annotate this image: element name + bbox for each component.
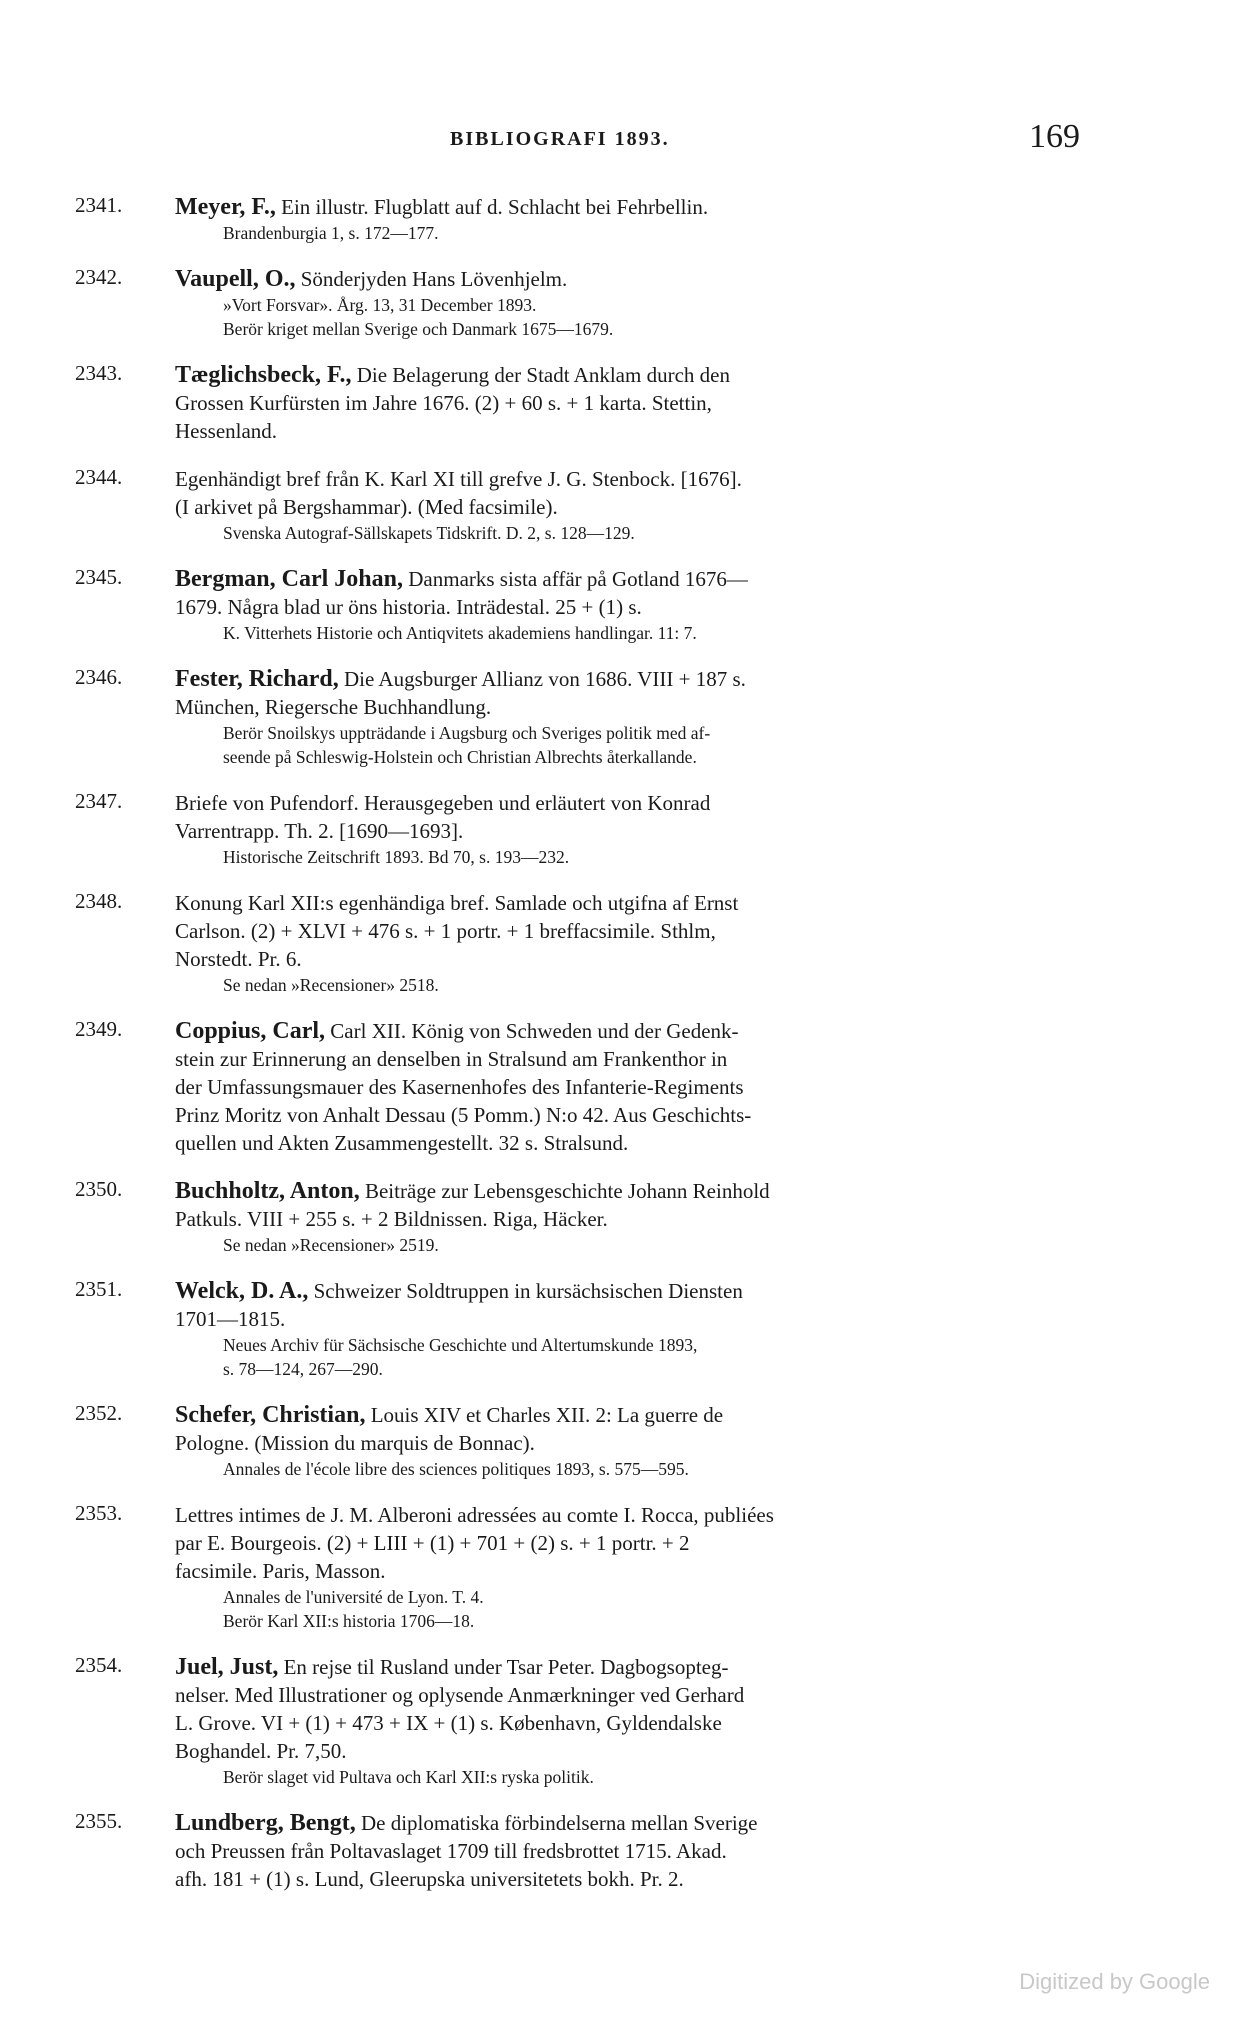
entry-note: Se nedan »Recensioner» 2519. xyxy=(223,1235,439,1255)
entry-author: Tæglichsbeck, F., xyxy=(175,362,352,388)
entry-line xyxy=(175,789,1080,817)
entry-line xyxy=(175,493,1080,521)
entry-text: och Preussen från Poltavaslaget 1709 till fredsbrottet 1715. Akad. xyxy=(175,1839,727,1863)
entry-line xyxy=(175,1865,1080,1893)
entry-line xyxy=(175,1501,1080,1529)
entry-line xyxy=(175,1045,1080,1073)
entry-line xyxy=(175,565,1080,593)
page-header xyxy=(160,118,1080,162)
entry-author: Lundberg, Bengt, xyxy=(175,1810,356,1836)
entry-text: Patkuls. VIII + 255 s. + 2 Bildnissen. Riga, Häcker. xyxy=(175,1207,608,1231)
entry-number: 2348. xyxy=(75,889,123,913)
entry-line xyxy=(175,1205,1080,1233)
entry-text: 1701—1815. xyxy=(175,1307,286,1331)
entry-line xyxy=(175,693,1080,721)
entry-line xyxy=(175,593,1080,621)
bibliography-entry xyxy=(75,265,1080,341)
entry-text: Norstedt. Pr. 6. xyxy=(175,947,302,971)
entry-author: Fester, Richard, xyxy=(175,666,339,692)
entry-text: Egenhändigt bref från K. Karl XI till grefve J. G. Stenbock. [1676]. xyxy=(175,467,742,491)
entry-number: 2346. xyxy=(75,665,123,689)
entry-line xyxy=(175,1809,1080,1837)
entry-note: Historische Zeitschrift 1893. Bd 70, s. 193—232. xyxy=(223,847,570,867)
entry-line xyxy=(175,945,1080,973)
entry-note: Berör Snoilskys uppträdande i Augsburg och Sveriges politik med af- xyxy=(223,723,711,743)
entry-line xyxy=(175,817,1080,845)
entry-author: Buchholtz, Anton, xyxy=(175,1178,360,1204)
entry-text: Boghandel. Pr. 7,50. xyxy=(175,1739,347,1763)
entry-text: Lettres intimes de J. M. Alberoni adressées au comte I. Rocca, publiées xyxy=(175,1503,774,1527)
entry-author: Bergman, Carl Johan, xyxy=(175,566,403,592)
entry-note: Brandenburgia 1, s. 172—177. xyxy=(223,223,439,243)
entry-text: Die Augsburger Allianz von 1686. VIII + 187 s. xyxy=(344,667,746,691)
entry-note: Berör kriget mellan Sverige och Danmark 1675—1679. xyxy=(223,319,614,339)
bibliography-entry xyxy=(75,361,1080,445)
entry-line xyxy=(175,1429,1080,1457)
entry-text: Carl XII. König von Schweden und der Gedenk- xyxy=(330,1019,739,1043)
entry-line xyxy=(175,389,1080,417)
entry-line xyxy=(175,193,1080,221)
entry-number: 2354. xyxy=(75,1653,123,1677)
digitized-watermark: Digitized by Google xyxy=(1019,1969,1210,1994)
entry-author: Juel, Just, xyxy=(175,1654,279,1680)
entry-line xyxy=(175,1557,1080,1585)
entry-note: s. 78—124, 267—290. xyxy=(223,1359,383,1379)
entry-note: Se nedan »Recensioner» 2518. xyxy=(223,975,439,995)
entry-text: stein zur Erinnerung an denselben in Stralsund am Frankenthor in xyxy=(175,1047,728,1071)
entry-number: 2351. xyxy=(75,1277,123,1301)
bibliography-entry xyxy=(75,889,1080,997)
entry-line xyxy=(175,917,1080,945)
entry-note: Berör Karl XII:s historia 1706—18. xyxy=(223,1611,475,1631)
entry-line xyxy=(175,665,1080,693)
entry-line xyxy=(175,465,1080,493)
entry-author: Vaupell, O., xyxy=(175,266,296,292)
entry-text: Louis XIV et Charles XII. 2: La guerre de xyxy=(370,1403,724,1427)
bibliography-entry xyxy=(75,1809,1080,1893)
entry-line xyxy=(175,1681,1080,1709)
entry-note: »Vort Forsvar». Årg. 13, 31 December 1893. xyxy=(223,295,537,315)
entry-text: der Umfassungsmauer des Kasernenhofes des Infanterie-Regiments xyxy=(175,1075,744,1099)
bibliography-entries xyxy=(75,193,1080,1913)
bibliography-entry xyxy=(75,1277,1080,1381)
entry-author: Schefer, Christian, xyxy=(175,1402,366,1428)
entry-line xyxy=(175,1529,1080,1557)
entry-text: De diplomatiska förbindelserna mellan Sverige xyxy=(360,1811,758,1835)
entry-number: 2352. xyxy=(75,1401,123,1425)
running-title: BIBLIOGRAFI 1893. xyxy=(450,128,670,150)
entry-text: Hessenland. xyxy=(175,419,278,443)
entry-number: 2345. xyxy=(75,565,123,589)
entry-note: Annales de l'école libre des sciences politiques 1893, s. 575—595. xyxy=(223,1459,689,1479)
entry-note: Neues Archiv für Sächsische Geschichte und Altertumskunde 1893, xyxy=(223,1335,698,1355)
entry-line xyxy=(175,1073,1080,1101)
entry-note: seende på Schleswig-Holstein och Christian Albrechts återkallande. xyxy=(223,747,697,767)
entry-line xyxy=(175,1837,1080,1865)
entry-text: Beiträge zur Lebensgeschichte Johann Reinhold xyxy=(364,1179,770,1203)
entry-number: 2349. xyxy=(75,1017,123,1041)
bibliography-entry xyxy=(75,789,1080,869)
entry-note: Berör slaget vid Pultava och Karl XII:s ryska politik. xyxy=(223,1767,594,1787)
bibliography-entry xyxy=(75,193,1080,245)
entry-line xyxy=(175,1101,1080,1129)
entry-text: Briefe von Pufendorf. Herausgegeben und erläutert von Konrad xyxy=(175,791,711,815)
entry-text: Pologne. (Mission du marquis de Bonnac). xyxy=(175,1431,535,1455)
entry-line xyxy=(175,417,1080,445)
entry-note: Annales de l'université de Lyon. T. 4. xyxy=(223,1587,484,1607)
entry-line xyxy=(175,889,1080,917)
entry-line xyxy=(175,1737,1080,1765)
entry-text: Ein illustr. Flugblatt auf d. Schlacht bei Fehrbellin. xyxy=(281,195,709,219)
bibliography-entry xyxy=(75,665,1080,769)
entry-text: L. Grove. VI + (1) + 473 + IX + (1) s. København, Gyldendalske xyxy=(175,1711,722,1735)
entry-author: Meyer, F., xyxy=(175,194,276,220)
entry-number: 2350. xyxy=(75,1177,123,1201)
bibliography-entry xyxy=(75,1401,1080,1481)
entry-text: nelser. Med Illustrationer og oplysende Anmærkninger ved Gerhard xyxy=(175,1683,745,1707)
bibliography-entry xyxy=(75,1653,1080,1789)
entry-line xyxy=(175,1709,1080,1737)
entry-text: Sönderjyden Hans Lövenhjelm. xyxy=(300,267,568,291)
entry-text: Prinz Moritz von Anhalt Dessau (5 Pomm.) N:o 42. Aus Geschichts- xyxy=(175,1103,752,1127)
entry-line xyxy=(175,1277,1080,1305)
entry-author: Coppius, Carl, xyxy=(175,1018,326,1044)
entry-text: facsimile. Paris, Masson. xyxy=(175,1559,386,1583)
entry-text: Grossen Kurfürsten im Jahre 1676. (2) + 60 s. + 1 karta. Stettin, xyxy=(175,391,712,415)
entry-number: 2355. xyxy=(75,1809,123,1833)
bibliography-entry xyxy=(75,565,1080,645)
bibliography-entry xyxy=(75,465,1080,545)
bibliography-entry xyxy=(75,1177,1080,1257)
entry-text: (I arkivet på Bergshammar). (Med facsimile). xyxy=(175,495,558,519)
entry-text: Carlson. (2) + XLVI + 476 s. + 1 portr. + 1 breffacsimile. Sthlm, xyxy=(175,919,716,943)
entry-author: Welck, D. A., xyxy=(175,1278,309,1304)
entry-line xyxy=(175,1401,1080,1429)
entry-text: Danmarks sista affär på Gotland 1676— xyxy=(408,567,748,591)
entry-note: Svenska Autograf-Sällskapets Tidskrift. D. 2, s. 128—129. xyxy=(223,523,635,543)
entry-line xyxy=(175,1653,1080,1681)
bibliography-entry xyxy=(75,1501,1080,1633)
entry-text: Schweizer Soldtruppen in kursächsischen Diensten xyxy=(313,1279,743,1303)
entry-line xyxy=(175,1129,1080,1157)
page-number: 169 xyxy=(1029,118,1080,155)
entry-number: 2341. xyxy=(75,193,123,217)
entry-number: 2344. xyxy=(75,465,123,489)
entry-note: K. Vitterhets Historie och Antiqvitets akademiens handlingar. 11: 7. xyxy=(223,623,697,643)
entry-text: Konung Karl XII:s egenhändiga bref. Samlade och utgifna af Ernst xyxy=(175,891,739,915)
entry-text: 1679. Några blad ur öns historia. Inträdestal. 25 + (1) s. xyxy=(175,595,642,619)
entry-text: quellen und Akten Zusammengestellt. 32 s. Stralsund. xyxy=(175,1131,629,1155)
entry-line xyxy=(175,1017,1080,1045)
entry-text: Varrentrapp. Th. 2. [1690—1693]. xyxy=(175,819,464,843)
entry-number: 2342. xyxy=(75,265,123,289)
entry-number: 2343. xyxy=(75,361,123,385)
entry-number: 2353. xyxy=(75,1501,123,1525)
entry-text: par E. Bourgeois. (2) + LIII + (1) + 701 + (2) s. + 1 portr. + 2 xyxy=(175,1531,690,1555)
entry-line xyxy=(175,265,1080,293)
entry-number: 2347. xyxy=(75,789,123,813)
entry-text: En rejse til Rusland under Tsar Peter. Dagbogsopteg- xyxy=(283,1655,729,1679)
entry-line xyxy=(175,361,1080,389)
entry-line xyxy=(175,1305,1080,1333)
bibliography-entry xyxy=(75,1017,1080,1157)
entry-line xyxy=(175,1177,1080,1205)
entry-text: Die Belagerung der Stadt Anklam durch den xyxy=(356,363,730,387)
entry-text: afh. 181 + (1) s. Lund, Gleerupska universitetets bokh. Pr. 2. xyxy=(175,1867,684,1891)
entry-text: München, Riegersche Buchhandlung. xyxy=(175,695,492,719)
